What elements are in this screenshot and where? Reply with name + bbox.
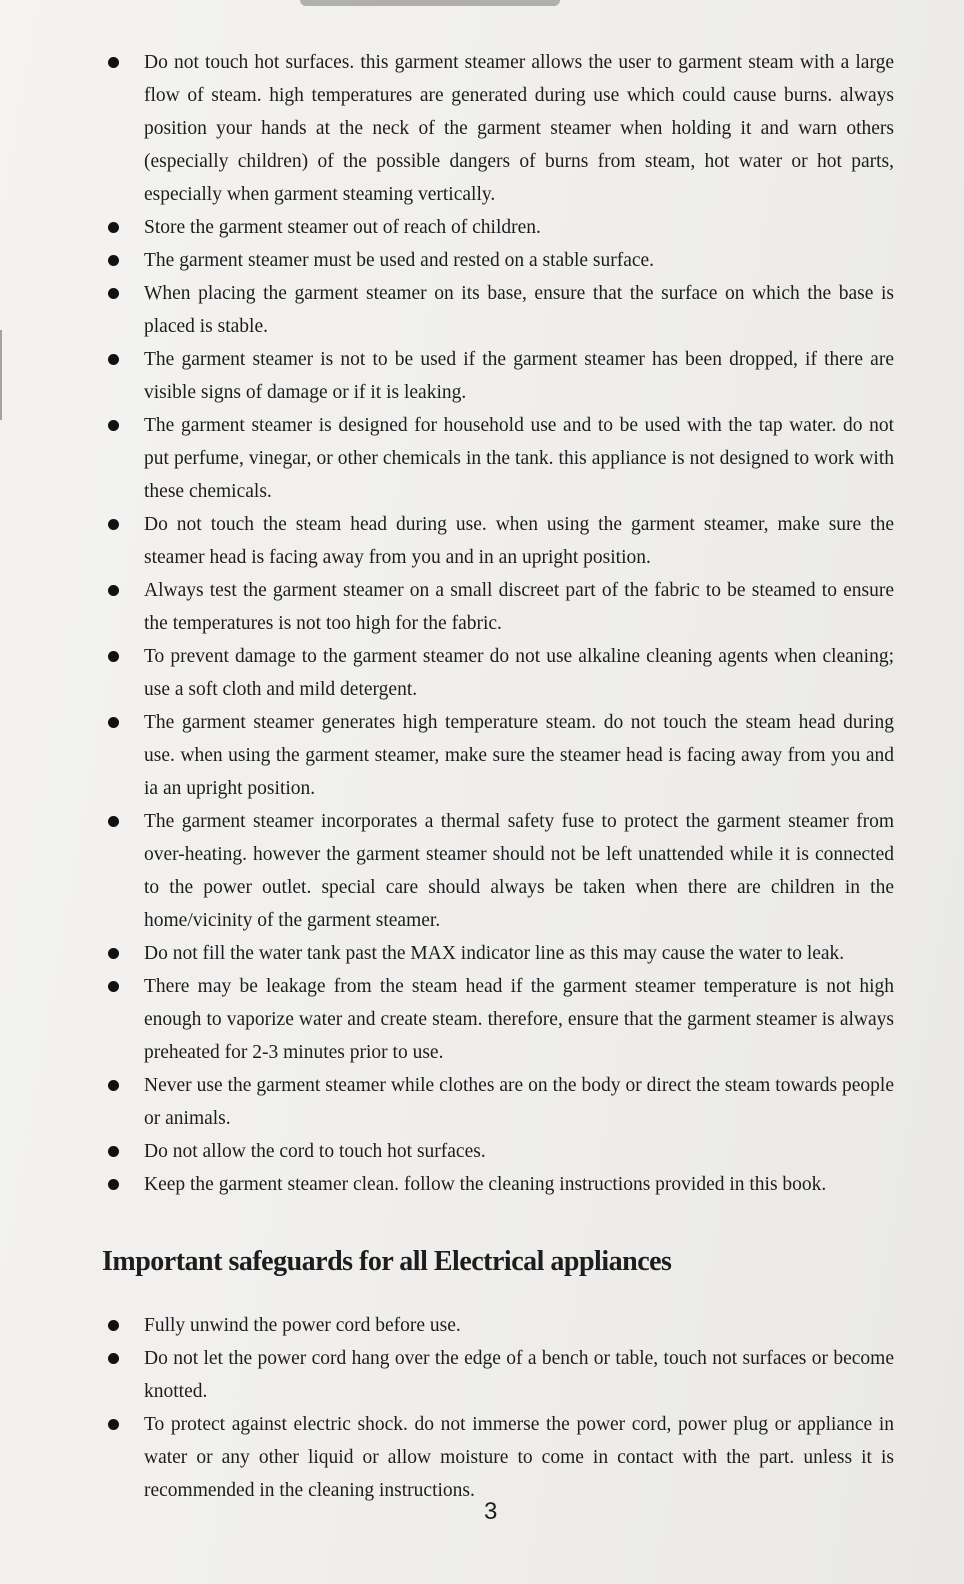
- electrical-list: [104, 1309, 894, 1507]
- bullet-icon: [108, 1353, 119, 1364]
- list-item: [104, 640, 894, 706]
- list-item-text: The garment steamer is not to be used if the garment steamer has been dropped, if there are visible signs of damage or if it is leaking.: [144, 349, 894, 403]
- bullet-icon: [108, 651, 119, 662]
- list-item: [104, 277, 894, 343]
- list-item: [104, 46, 894, 211]
- list-item-text: The garment steamer is designed for household use and to be used with the tap water. do not put perfume, vinegar, or other chemicals in the tank. this appliance is not designed to work with these chemicals.: [144, 415, 894, 502]
- page-edge-mark: [0, 330, 2, 420]
- bullet-icon: [108, 948, 119, 959]
- list-item: [104, 1309, 894, 1342]
- list-item-text: Do not touch the steam head during use. when using the garment steamer, make sure the steamer head is facing away from you and in an upright position.: [144, 514, 894, 568]
- bullet-icon: [108, 585, 119, 596]
- list-item: [104, 937, 894, 970]
- bullet-icon: [108, 981, 119, 992]
- list-item: [104, 508, 894, 574]
- list-item: [104, 805, 894, 937]
- bullet-icon: [108, 1419, 119, 1430]
- bullet-icon: [108, 57, 119, 68]
- bullet-icon: [108, 717, 119, 728]
- list-item-text: Never use the garment steamer while clothes are on the body or direct the steam towards people or animals.: [144, 1075, 894, 1129]
- bullet-icon: [108, 1146, 119, 1157]
- list-item: [104, 1342, 894, 1408]
- bullet-icon: [108, 222, 119, 233]
- list-item-text: Always test the garment steamer on a small discreet part of the fabric to be steamed to ensure the temperatures is not too high for the fabric.: [144, 580, 894, 634]
- list-item: [104, 970, 894, 1069]
- list-item-text: The garment steamer must be used and rested on a stable surface.: [144, 250, 655, 271]
- bullet-icon: [108, 1179, 119, 1190]
- list-item-text: Store the garment steamer out of reach of children.: [144, 217, 541, 238]
- bullet-icon: [108, 255, 119, 266]
- list-item: [104, 409, 894, 508]
- list-item: [104, 706, 894, 805]
- list-item-text: Do not fill the water tank past the MAX indicator line as this may cause the water to leak.: [144, 943, 845, 964]
- list-item-text: To protect against electric shock. do not immerse the power cord, power plug or appliance in water or any other liquid or allow moisture to come in contact with the part. unless it is recommended in the cleaning instructions.: [144, 1414, 894, 1501]
- list-item: [104, 1168, 894, 1201]
- page-number: 3: [484, 1498, 498, 1525]
- bullet-icon: [108, 816, 119, 827]
- bullet-icon: [108, 1080, 119, 1091]
- list-item-text: The garment steamer generates high temperature steam. do not touch the steam head during use. when using the garment steamer, make sure the steamer head is facing away from you and ia an upright position.: [144, 712, 894, 799]
- list-item-text: When placing the garment steamer on its base, ensure that the surface on which the base is placed is stable.: [144, 283, 894, 337]
- list-item: [104, 1408, 894, 1507]
- bullet-icon: [108, 1320, 119, 1331]
- list-item-text: Do not let the power cord hang over the edge of a bench or table, touch not surfaces or become knotted.: [144, 1348, 894, 1402]
- list-item-text: Keep the garment steamer clean. follow the cleaning instructions provided in this book.: [144, 1174, 827, 1195]
- bullet-icon: [108, 420, 119, 431]
- list-item: [104, 244, 894, 277]
- bullet-icon: [108, 288, 119, 299]
- safety-list: [104, 46, 894, 1201]
- list-item: [104, 211, 894, 244]
- section-heading: Important safeguards for all Electrical appliances: [102, 1246, 672, 1277]
- list-item-text: Fully unwind the power cord before use.: [144, 1315, 461, 1336]
- bullet-icon: [108, 519, 119, 530]
- list-item: [104, 1135, 894, 1168]
- page-top-shadow: [300, 0, 560, 6]
- list-item-text: To prevent damage to the garment steamer do not use alkaline cleaning agents when cleaning; use a soft cloth and mild detergent.: [144, 646, 894, 700]
- bullet-icon: [108, 354, 119, 365]
- list-item: [104, 574, 894, 640]
- list-item-text: The garment steamer incorporates a thermal safety fuse to protect the garment steamer from over-heating. however the garment steamer should not be left unattended while it is connected to the power outlet. special care should always be taken when there are children in the home/vicinity of the garment steamer.: [144, 811, 894, 931]
- list-item: [104, 1069, 894, 1135]
- list-item: [104, 343, 894, 409]
- list-item-text: Do not allow the cord to touch hot surfaces.: [144, 1141, 486, 1162]
- list-item-text: There may be leakage from the steam head if the garment steamer temperature is not high enough to vaporize water and create steam. therefore, ensure that the garment steamer is always preheated for 2-3 minutes prior to use.: [144, 976, 894, 1063]
- list-item-text: Do not touch hot surfaces. this garment steamer allows the user to garment steam with a large flow of steam. high temperatures are generated during use which could cause burns. always position your hands at the neck of the garment steamer when holding it and warn others (especially children) of the possible dangers of burns from steam, hot water or hot parts, especially when garment steaming vertically.: [144, 52, 894, 205]
